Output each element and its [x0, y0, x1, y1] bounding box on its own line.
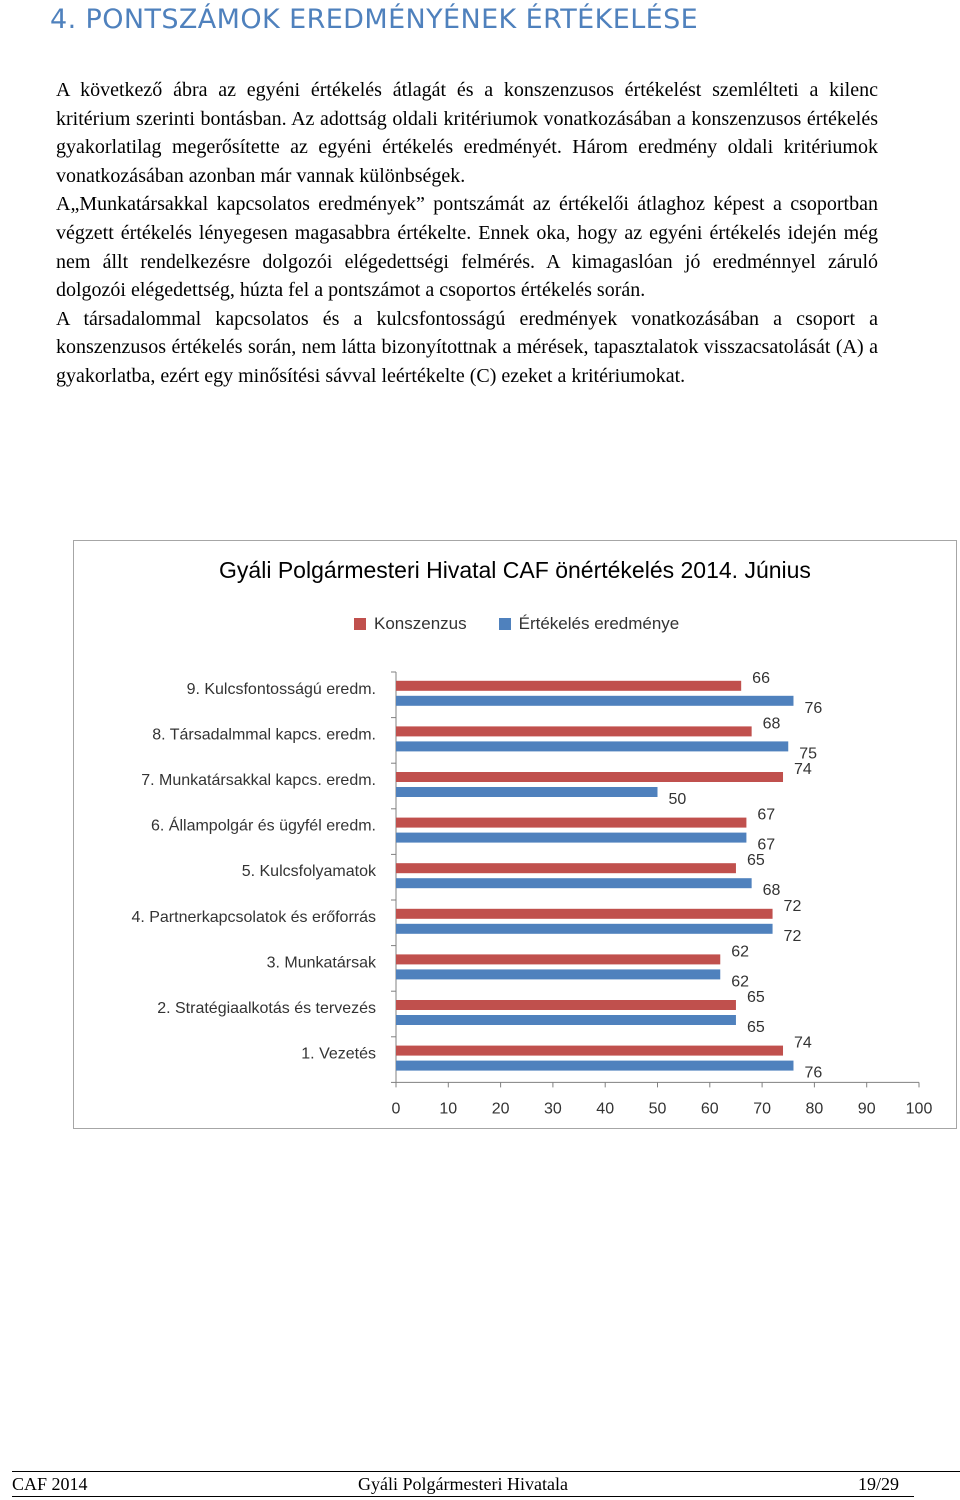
x-tick-label: 20	[491, 1100, 510, 1118]
category-label: 7. Munkatársakkal kapcs. eredm.	[141, 772, 376, 789]
bar-ertekeles	[396, 924, 773, 934]
bar-ertekeles	[396, 969, 720, 979]
category-label: 3. Munkatársak	[266, 954, 376, 972]
data-label-konszenzus: 68	[762, 715, 781, 733]
category-label: 6. Állampolgár és ügyfél eredm.	[151, 817, 376, 835]
data-label-konszenzus: 62	[731, 943, 750, 961]
data-label-ertekeles: 76	[804, 1064, 823, 1082]
data-label-konszenzus: 67	[757, 806, 776, 824]
footer-rule-bottom	[12, 1496, 914, 1497]
data-label-konszenzus: 65	[746, 989, 765, 1006]
bar-ertekeles	[396, 1015, 736, 1025]
bar-konszenzus	[396, 681, 741, 691]
category-label: 5. Kulcsfolyamatok	[241, 863, 376, 881]
category-label: 8. Társadalmmal kapcs. eredm.	[152, 726, 376, 744]
bar-konszenzus	[396, 909, 773, 919]
x-tick-label: 10	[439, 1100, 458, 1118]
data-label-konszenzus: 74	[794, 761, 812, 778]
legend-label-konszenzus: Konszenzus	[374, 614, 467, 633]
data-label-konszenzus: 72	[783, 897, 802, 915]
paragraph-2: A„Munkatársakkal kapcsolatos eredmények” pontszámát az értékelői átlaghoz képest a csoportban végzett értékelés lényegesen magasabbra értékelte. Ennek oka, hogy az egyéni értékelés idején még nem állt rendelkezésre dolgozói elégedettségi felmérés. A kimagaslóan jó eredménnyel záruló dolgozói elégedettség, húzta fel a pontszámot a csoportos értékelés során.	[56, 193, 878, 302]
x-tick-label: 80	[805, 1100, 824, 1118]
data-label-konszenzus: 74	[794, 1034, 812, 1052]
bar-konszenzus	[396, 726, 752, 736]
category-label: 2. Stratégiaalkotás és tervezés	[157, 1000, 376, 1017]
body-text	[56, 76, 878, 391]
footer-rule	[12, 1471, 960, 1472]
bar-ertekeles	[396, 878, 752, 888]
x-tick-label: 30	[544, 1100, 562, 1118]
data-label-ertekeles: 76	[804, 699, 823, 717]
footer-center: Gyáli Polgármesteri Hivatala	[358, 1474, 568, 1494]
bar-ertekeles	[396, 1061, 793, 1071]
bar-konszenzus	[396, 954, 720, 964]
page-footer	[12, 1474, 912, 1496]
legend-label-ertekeles: Értékelés eredménye	[518, 614, 680, 633]
x-tick-label: 50	[648, 1100, 667, 1118]
data-label-konszenzus: 65	[746, 852, 765, 870]
data-label-ertekeles: 75	[799, 745, 818, 763]
chart-title: Gyáli Polgármesteri Hivatal CAF önértékelés 2014. Június	[219, 557, 811, 583]
bar-konszenzus	[396, 818, 746, 828]
bar-konszenzus	[396, 863, 736, 873]
bar-chart	[74, 541, 956, 1128]
bar-ertekeles	[396, 833, 746, 843]
category-label: 9. Kulcsfontosságú eredm.	[186, 680, 376, 698]
x-tick-label: 70	[753, 1100, 771, 1118]
footer-left: CAF 2014	[12, 1474, 88, 1494]
bar-konszenzus	[396, 1046, 783, 1056]
data-label-ertekeles: 62	[731, 973, 750, 991]
data-label-konszenzus: 66	[752, 669, 770, 687]
data-label-ertekeles: 50	[668, 791, 687, 808]
data-label-ertekeles: 72	[783, 927, 802, 945]
bar-ertekeles	[396, 741, 788, 751]
x-tick-label: 40	[596, 1100, 615, 1118]
chart-frame	[73, 540, 957, 1129]
x-tick-label: 100	[905, 1100, 933, 1118]
x-tick-label: 90	[857, 1100, 876, 1118]
bar-konszenzus	[396, 772, 783, 782]
section-heading: 4. PONTSZÁMOK EREDMÉNYÉNEK ÉRTÉKELÉSE	[50, 4, 699, 35]
x-tick-label: 60	[700, 1100, 719, 1118]
paragraph-1: A következő ábra az egyéni értékelés átlagát és a konszenzusos értékelést szemlélteti a kilenc kritérium szerinti bontásban. Az adottság oldali kritériumok vonatkozásában a konszenzusos értékelés gyakorlatilag megerősítette az egyéni értékelés eredményét. Három eredmény oldali kritériumok vonatkozásában azonban már vannak különbségek.	[56, 79, 878, 187]
x-tick-label: 0	[391, 1100, 401, 1118]
data-label-ertekeles: 65	[746, 1019, 765, 1036]
footer-page-number: 19/29	[858, 1474, 900, 1494]
bar-ertekeles	[396, 696, 793, 706]
paragraph-3: A társadalommal kapcsolatos és a kulcsfontosságú eredmények vonatkozásában a csoport a konszenzusos értékelés során, nem látta bizonyítottnak a mérések, tapasztalatok visszacsatolását (A) a gyakorlatba, ezért egy minősítési sávval leértékelte (C) ezeket a kritériumokat.	[56, 307, 878, 387]
data-label-ertekeles: 68	[762, 882, 781, 900]
data-label-ertekeles: 67	[757, 836, 776, 854]
category-label: 4. Partnerkapcsolatok és erőforrás	[131, 908, 376, 926]
category-label: 1. Vezetés	[301, 1045, 376, 1063]
bar-konszenzus	[396, 1000, 736, 1010]
bar-ertekeles	[396, 787, 658, 797]
